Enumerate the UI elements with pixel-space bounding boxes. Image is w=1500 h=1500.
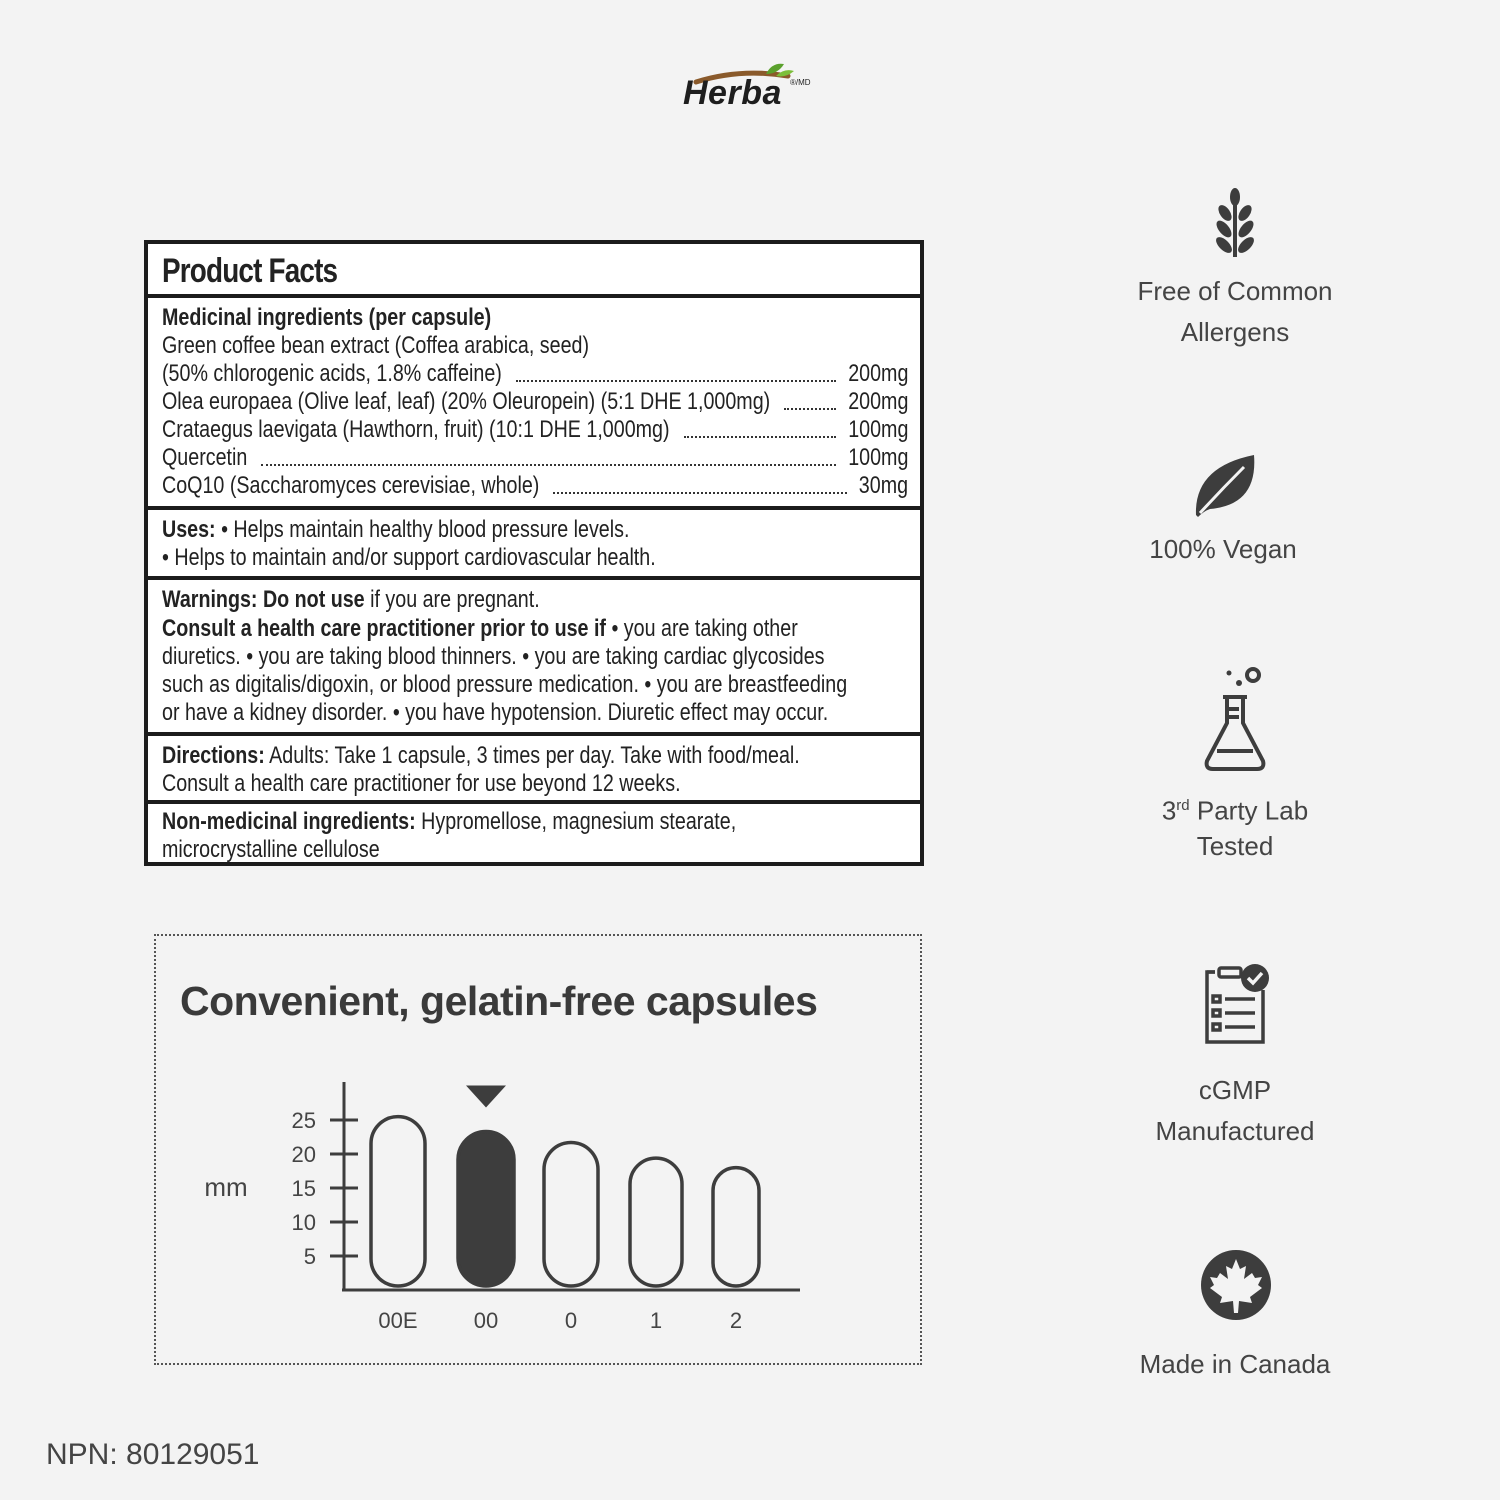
feature-label-canada: Made in Canada	[1139, 1349, 1331, 1379]
consult-label: Consult a health care practitioner prior to use if	[162, 615, 606, 642]
y-tick-label: 10	[291, 1210, 316, 1235]
ingredient-amount: 100mg	[847, 416, 908, 443]
feature-label-lab-1	[1090, 785, 1380, 832]
medicinal-heading: Medicinal ingredients (per capsule)	[162, 304, 492, 331]
ingredient-name: Crataegus laevigata (Hawthorn, fruit) (10:1 DHE 1,000mg)	[162, 416, 670, 443]
ingredient-name: Olea europaea (Olive leaf, leaf) (20% Oleuropein) (5:1 DHE 1,000mg)	[162, 388, 771, 415]
directions-section	[148, 736, 920, 804]
wheat-icon	[1195, 185, 1275, 265]
ordinal-number: 3	[1161, 795, 1177, 826]
brand-logo	[680, 62, 830, 112]
ingredient-name: (50% chlorogenic acids, 1.8% caffeine)	[162, 360, 502, 387]
capsule-bar	[630, 1158, 682, 1286]
y-tick-label: 25	[291, 1108, 316, 1133]
y-axis-label: mm	[204, 1172, 248, 1202]
ingredient-name: CoQ10 (Saccharomyces cerevisiae, whole)	[162, 472, 540, 499]
features-column	[1090, 0, 1380, 1500]
non-medicinal-section	[148, 804, 920, 862]
logo-registered-mark: ®/MD	[790, 78, 811, 87]
capsule-bar	[458, 1132, 514, 1286]
x-tick-label: 1	[649, 1308, 663, 1333]
uses-line-2: • Helps to maintain and/or support cardiovascular health.	[162, 544, 656, 571]
ingredient-name: Quercetin	[162, 444, 248, 471]
maple-leaf-icon	[1196, 1247, 1276, 1327]
warnings-text-1: if you are pregnant.	[364, 586, 540, 613]
x-tick-label: 00E	[378, 1308, 418, 1333]
selected-marker-icon	[466, 1086, 506, 1108]
ingredient-name: Green coffee bean extract (Coffea arabica, seed)	[162, 332, 590, 359]
ingredient-amount: 200mg	[847, 360, 908, 387]
checklist-icon	[1195, 962, 1275, 1048]
ingredient-amount: 100mg	[847, 444, 908, 471]
non-medicinal-line-2: microcrystalline cellulose	[162, 836, 380, 863]
ingredient-row	[162, 332, 908, 360]
uses-section	[148, 510, 920, 580]
y-tick-label: 5	[303, 1244, 316, 1269]
ingredient-row	[162, 472, 908, 500]
directions-line-2: Consult a health care practitioner for use beyond 12 weeks.	[162, 770, 681, 797]
capsule-bar	[544, 1142, 598, 1286]
ingredient-amount: 30mg	[858, 472, 908, 499]
uses-line-1	[162, 516, 629, 544]
capsule-title: Convenient, gelatin-free capsules	[180, 978, 818, 1024]
ingredient-leader-dots	[261, 464, 836, 466]
x-tick-label: 0	[564, 1308, 578, 1333]
y-tick-label: 15	[291, 1176, 316, 1201]
feature-label-lab-2: Tested	[1196, 831, 1274, 861]
ingredient-leader-dots	[684, 436, 836, 438]
x-tick-label: 00	[473, 1308, 499, 1333]
capsule-bar	[713, 1168, 759, 1286]
capsule-bar	[371, 1117, 425, 1286]
uses-text-1: • Helps maintain healthy blood pressure levels.	[215, 516, 630, 543]
ingredient-row	[162, 444, 908, 472]
ingredient-row	[162, 416, 908, 444]
consult-text: • you are taking other	[605, 615, 798, 642]
leaf-icon	[1186, 445, 1266, 525]
capsule-size-chart	[156, 936, 922, 1365]
flask-icon	[1195, 665, 1275, 775]
facts-title: Product Facts	[162, 252, 338, 290]
warnings-line-3: diuretics. • you are taking blood thinners. • you are taking cardiac glycosides	[162, 643, 825, 670]
logo-wordmark: Herba	[683, 74, 782, 112]
ingredient-row	[162, 360, 908, 388]
x-tick-label: 2	[729, 1308, 743, 1333]
non-medicinal-text-1: Hypromellose, magnesium stearate,	[415, 808, 737, 835]
feature-label-cgmp-1: cGMP	[1198, 1075, 1272, 1105]
warnings-label: Warnings: Do not use	[162, 586, 365, 613]
ingredient-leader-dots	[516, 380, 836, 382]
product-facts-panel	[144, 240, 924, 866]
feature-label-allergen-2: Allergens	[1180, 317, 1290, 347]
warnings-line-2	[162, 615, 798, 643]
warnings-line-4: such as digitalis/digoxin, or blood pressure medication. • you are breastfeeding	[162, 671, 848, 698]
directions-text-1: Adults: Take 1 capsule, 3 times per day. Take with food/meal.	[264, 742, 800, 769]
npn-number: NPN: 80129051	[46, 1438, 260, 1471]
warnings-section	[148, 580, 920, 736]
uses-label: Uses:	[162, 516, 216, 543]
capsule-size-box	[154, 934, 922, 1365]
ingredient-amount: 200mg	[847, 388, 908, 415]
directions-label: Directions:	[162, 742, 265, 769]
ingredient-row	[162, 388, 908, 416]
facts-header	[148, 244, 920, 298]
feature-label-allergen-1: Free of Common	[1137, 276, 1333, 306]
warnings-line-1	[162, 586, 540, 614]
non-medicinal-line-1	[162, 808, 736, 836]
lab-text: Party Lab	[1189, 795, 1309, 826]
feature-label-cgmp-2: Manufactured	[1155, 1116, 1315, 1146]
medicinal-ingredients-section	[148, 298, 920, 510]
warnings-line-5: or have a kidney disorder. • you have hypotension. Diuretic effect may occur.	[162, 699, 829, 726]
ingredient-leader-dots	[553, 492, 846, 494]
ingredient-leader-dots	[784, 408, 836, 410]
directions-line-1	[162, 742, 800, 770]
ordinal-suffix: rd	[1176, 797, 1190, 814]
non-medicinal-label: Non-medicinal ingredients:	[162, 808, 416, 835]
y-tick-label: 20	[291, 1142, 316, 1167]
feature-label-vegan: 100% Vegan	[1149, 534, 1297, 564]
